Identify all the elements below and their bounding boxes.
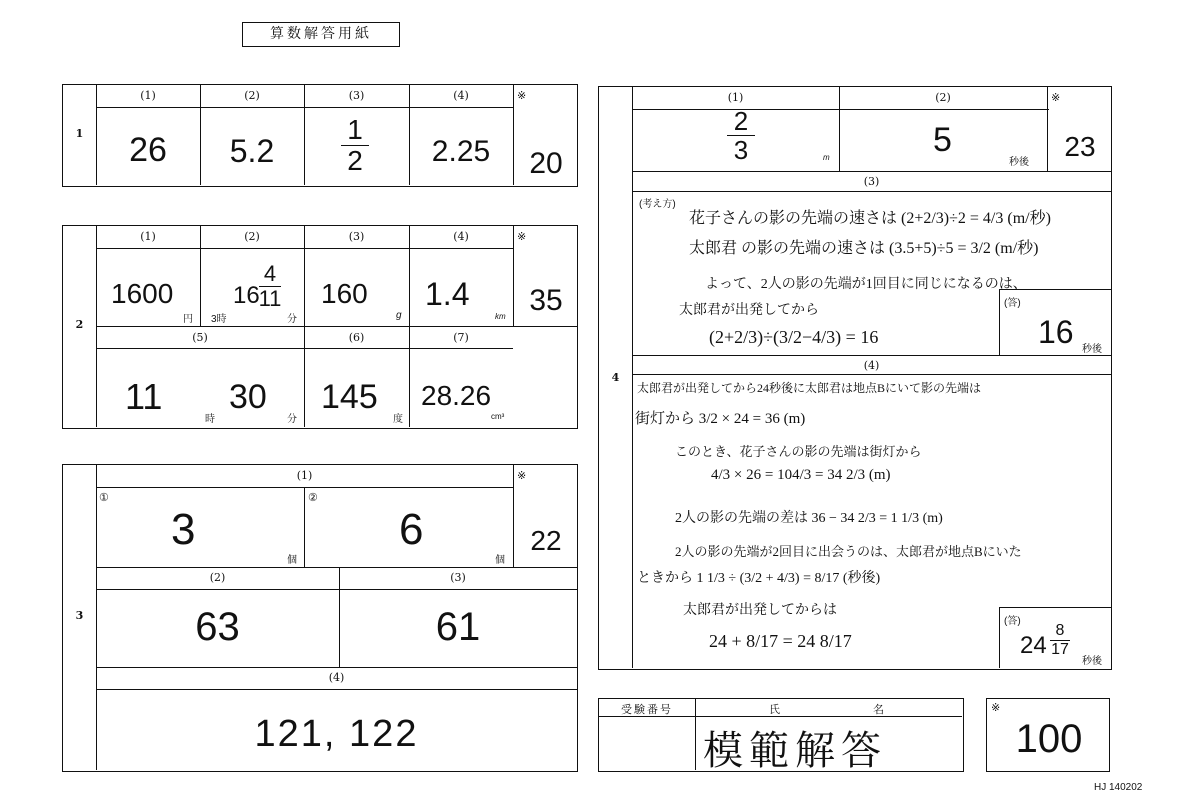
q4-block (598, 86, 1112, 670)
q4-answer-1-fraction (727, 107, 755, 164)
q1-answer-3-fraction (341, 115, 369, 176)
q4-4-line-1: 太郎君が出発してから24秒後に太郎君は地点Bにいて影の先端は (637, 381, 982, 395)
q1-score-mark: ※ (517, 89, 527, 102)
q4-label-2: (2) (935, 91, 951, 104)
sheet-title-box (242, 22, 400, 47)
identity-block (598, 698, 964, 772)
q1-label-2: (2) (244, 89, 260, 102)
q2-answer-2-whole: 16 (233, 282, 260, 309)
q4-3-line-5: (2+2/3)÷(3/2−4/3) = 16 (709, 327, 879, 347)
q4-label-4: (4) (863, 359, 880, 372)
q4-label-1: (1) (727, 91, 744, 104)
q4-answer-2: 5 (933, 121, 952, 159)
q3-answer-1-1-unit: 個 (287, 555, 297, 566)
q4-4-answer-numerator: 8 (1055, 622, 1065, 639)
q4-3-answer-unit: 秒後 (1082, 344, 1102, 355)
q2-answer-2-prefix: 3時 (211, 314, 227, 325)
q4-3-answer-box (999, 289, 1111, 355)
total-score-mark: ※ (991, 701, 1001, 714)
q4-3-answer: 16 (1038, 314, 1074, 350)
q4-4-line-3: このとき、花子さんの影の先端は街灯から (675, 444, 922, 459)
q2-answer-5-hours-unit: 時 (205, 414, 215, 425)
q2-label-4: (4) (453, 230, 469, 243)
q4-4-line-7: ときから 1 1/3 ÷ (3/2 + 4/3) = 8/17 (秒後) (637, 571, 881, 586)
q1-answer-2: 5.2 (229, 133, 275, 169)
q2-answer-5-minutes: 30 (229, 378, 267, 416)
q1-label-1: (1) (140, 89, 156, 102)
q2-number: 2 (75, 318, 84, 331)
q2-score-mark: ※ (517, 230, 527, 243)
q2-block (62, 225, 578, 429)
q3-block (62, 464, 578, 772)
q2-label-7: (7) (453, 331, 469, 344)
q2-answer-1: 1600 (111, 278, 174, 309)
q1-label-3: (3) (348, 89, 365, 102)
q2-label-5: (5) (192, 331, 208, 344)
q4-4-line-9: 24 + 8/17 = 24 8/17 (709, 631, 852, 651)
q2-answer-5-minutes-unit: 分 (287, 414, 297, 425)
q4-4-line-5: 2人の影の先端の差は 36 − 34 2/3 = 1 1/3 (m) (675, 511, 943, 526)
q4-number: 4 (611, 371, 620, 384)
q4-score: 23 (1064, 131, 1096, 162)
q3-sub-2: ② (308, 491, 318, 504)
q4-3-line-3: よって、2人の影の先端が1回目に同じになるのは、 (705, 277, 1027, 292)
q4-answer-2-unit: 秒後 (1009, 157, 1029, 168)
sheet-title: 算数解答用紙 (270, 26, 372, 42)
name-value: 模範解答 (703, 728, 887, 774)
q2-label-6: (6) (348, 331, 365, 344)
q4-answer-1-unit: m (823, 153, 830, 162)
q4-4-line-2: 街灯から 3/2 × 24 = 36 (m) (635, 411, 806, 427)
q4-3-line-2: 太郎君 の影の先端の速さは (3.5+5)÷5 = 3/2 (m/秒) (689, 240, 1039, 257)
exam-number-label: 受験番号 (621, 703, 673, 716)
q4-4-answer-denominator: 17 (1051, 641, 1069, 658)
q2-answer-2-denominator: 11 (258, 286, 282, 311)
q4-score-mark: ※ (1051, 91, 1061, 104)
name-label-2: 名 (873, 703, 884, 716)
q2-label-1: (1) (140, 230, 156, 243)
q4-4-answer-whole: 24 (1020, 632, 1047, 659)
q2-answer-6: 145 (321, 378, 378, 416)
q2-answer-4-unit: km (495, 312, 506, 321)
q4-3-line-4: 太郎君が出発してから (679, 303, 819, 318)
q3-label-3: (3) (450, 571, 466, 584)
q4-4-line-4: 4/3 × 26 = 104/3 = 34 2/3 (m) (711, 467, 891, 483)
q2-label-3: (3) (348, 230, 365, 243)
q3-label-4: (4) (328, 671, 345, 684)
q1-block (62, 84, 578, 187)
q4-label-3: (3) (863, 175, 880, 188)
q4-4-answer-unit: 秒後 (1082, 656, 1102, 667)
q2-answer-6-unit: 度 (393, 414, 403, 425)
q2-answer-3: 160 (321, 278, 368, 309)
q3-number: 3 (75, 609, 84, 622)
q3-sub-1: ① (99, 491, 109, 504)
exam-number-field[interactable] (599, 717, 695, 770)
document-code: HJ 140202 (1094, 782, 1143, 793)
q4-answer-1-numerator: 2 (733, 106, 749, 136)
q4-4-answer-fraction (1050, 622, 1070, 659)
total-score: 100 (1015, 717, 1083, 761)
q2-answer-3-unit: g (396, 310, 402, 321)
q4-4-answer-box (999, 607, 1111, 668)
q4-4-line-8: 太郎君が出発してからは (683, 603, 837, 618)
q2-answer-2-numerator: 4 (263, 261, 277, 286)
q2-label-2: (2) (244, 230, 260, 243)
q3-answer-4: 121, 122 (254, 713, 419, 755)
q3-label-1: (1) (296, 469, 313, 482)
q2-answer-4: 1.4 (425, 276, 470, 312)
total-score-block (986, 698, 1110, 772)
q2-answer-2-fraction (259, 262, 281, 311)
q4-3-answer-label: (答) (1004, 298, 1021, 309)
q3-answer-3: 61 (435, 605, 481, 649)
q4-3-think-label: (考え方) (639, 199, 676, 210)
q2-answer-1-unit: 円 (183, 314, 193, 325)
name-label-1: 氏 (769, 703, 780, 716)
q1-number: 1 (75, 127, 84, 140)
q1-answer-3-numerator: 1 (347, 114, 363, 145)
q2-answer-7: 28.26 (421, 380, 492, 411)
q2-answer-7-unit: cm³ (491, 412, 505, 421)
q3-answer-1-2-unit: 個 (495, 555, 505, 566)
q4-4-line-6: 2人の影の先端が2回目に出会うのは、太郎君が地点Bにいた (675, 544, 1022, 559)
q2-score: 35 (529, 284, 563, 317)
q4-answer-1-denominator: 3 (733, 135, 749, 165)
q1-answer-1: 26 (129, 131, 167, 169)
q3-answer-2: 63 (195, 605, 240, 649)
q1-score: 20 (529, 147, 563, 180)
q3-score: 22 (530, 525, 562, 556)
q3-answer-1-2: 6 (399, 505, 424, 554)
q4-4-answer-label: (答) (1004, 616, 1021, 627)
q1-answer-3-denominator: 2 (347, 145, 363, 176)
q3-score-mark: ※ (517, 469, 527, 482)
q2-answer-2-unit: 分 (287, 314, 297, 325)
q1-answer-4: 2.25 (431, 135, 491, 168)
q1-label-4: (4) (453, 89, 469, 102)
q4-3-line-1: 花子さんの影の先端の速さは (2+2/3)÷2 = 4/3 (m/秒) (689, 210, 1051, 227)
q3-answer-1-1: 3 (171, 505, 196, 554)
q2-answer-5-hours: 11 (125, 376, 163, 417)
q3-label-2: (2) (209, 571, 226, 584)
